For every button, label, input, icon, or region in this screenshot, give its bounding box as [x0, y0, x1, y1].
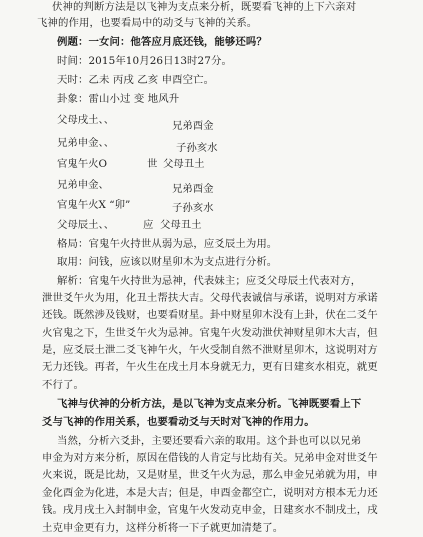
row-5-left: 官鬼午火X “卯”: [57, 199, 131, 211]
analysis-line-1: 解析：官鬼午火持世为忌神，代表妹主；应爻父母辰土代表对方，: [57, 275, 362, 287]
analysis-line-5: 是，应爻辰土泄二爻飞神午火，午火受制自然不泄财星卯木，这说明对方: [42, 344, 378, 356]
row-4-right: 兄弟酉金: [172, 183, 214, 195]
row-2-right: 子孙亥水: [176, 142, 218, 154]
row-6-right: 父母丑土: [160, 219, 202, 231]
section2-line-1: 飞神与伏神的分析方法，是以飞神为支点来分析。飞神既要看上下: [57, 398, 362, 410]
analysis-line-2: 泄世爻午火为用，化丑土帮扶大吉。父母代表诚信与承诺，说明对方承诺: [42, 292, 378, 304]
analysis-line-4: 火官鬼之下，生世爻午火为忌神。官鬼午火发动泄伏神财星卯木大吉，但: [42, 327, 378, 339]
pattern-quyong: 取用：问钱，应该以财星卯木为支点进行分析。: [57, 256, 278, 268]
section2-line-2: 爻与飞神的作用关系，也要看动爻与天时对飞神的作用力。: [42, 416, 315, 428]
para3-line-1: 当然，分析六爻卦，主要还要看六亲的取用。这个卦也可以以兄弟: [57, 435, 362, 447]
example-time: 时间：2015年10月26日13时27分。: [57, 55, 232, 67]
row-3-left: 官鬼午火O: [57, 158, 108, 170]
para3-line-3: 火来说，既是比劫，又是财星，世爻午火为忌，那么申金兄弟就为用，申: [42, 469, 378, 481]
row-4-left: 兄弟申金、: [57, 179, 109, 191]
pattern-geju: 格局：官鬼午火持世从弱为忌，应爻辰土为用。: [57, 238, 278, 250]
intro-line-2: 飞神的作用，也要看局中的动爻与飞神的关系。: [37, 17, 258, 29]
para3-line-5: 钱。戌月戌土入封制申金，官鬼午火发动克申金，日建亥水不制戌土，戌: [42, 504, 378, 516]
row-1-right: 兄弟酉金: [172, 120, 214, 132]
row-6-left: 父母辰土、、: [57, 219, 115, 231]
example-tianshi: 天时：乙未 丙戌 乙亥 申酉空亡。: [57, 74, 215, 86]
row-1-left: 父母戌土、、: [57, 114, 115, 126]
row-3-right: 父母丑土: [163, 158, 205, 170]
analysis-line-3: 还钱。既然涉及钱财，也要看财星。卦中财星卯木没有上卦，伏在二爻午: [42, 309, 378, 321]
row-2-left: 兄弟申金、、: [57, 137, 115, 149]
row-5-right: 子孙亥水: [172, 202, 214, 214]
para3-line-4: 金化酉金为化进，本是大吉；但是，申酉金都空亡，说明对方根本无力还: [42, 487, 378, 499]
row-3-mid: 世: [147, 158, 158, 170]
para3-line-2: 申金为对方来分析，原因在借钱的人肯定与比劫有关。兄弟申金对世爻午: [42, 452, 378, 464]
intro-line-1: 伏神的判断方法是以飞神为支点来分析，既要看飞神的上下六亲对: [52, 1, 357, 13]
analysis-line-6: 无力还钱。再者，午火生在戌土月本身就无力，更有日建亥水相克，就更: [42, 361, 378, 373]
example-question: 例题：一女问：他答应月底还钱，能够还吗？: [57, 36, 267, 48]
analysis-line-7: 不行了。: [42, 379, 84, 391]
para3-line-6: 土克申金更有力，这样分析将一下子就更加清楚了。: [42, 522, 284, 534]
example-gua: 卦象：雷山小过 变 地风升: [57, 93, 180, 105]
row-6-mid: 应: [143, 219, 154, 231]
